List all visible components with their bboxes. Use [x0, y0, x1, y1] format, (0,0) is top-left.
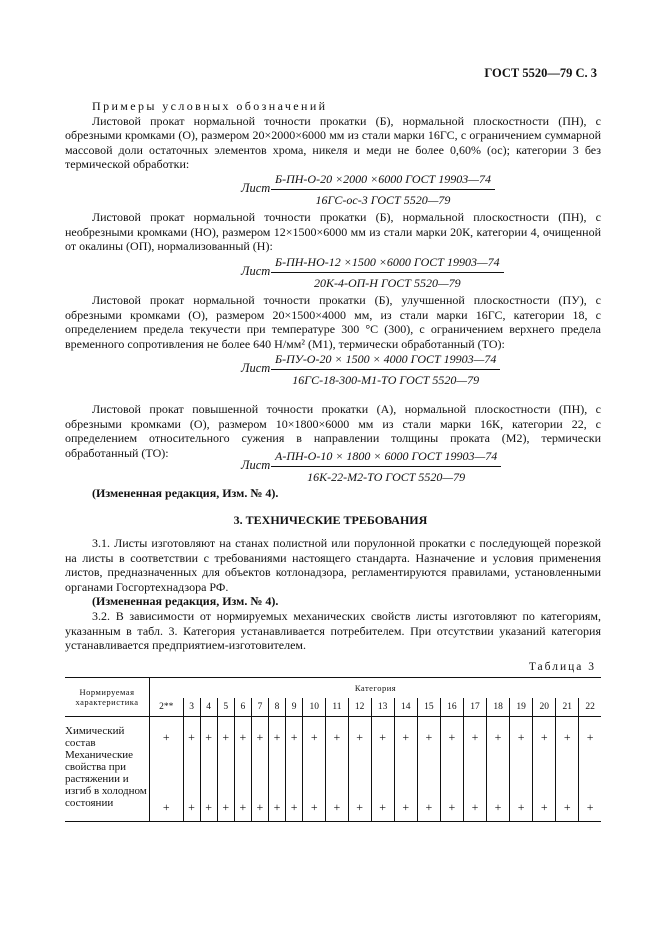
mechanical-mark-cell: +	[417, 749, 440, 822]
chemical-mark-cell: +	[326, 717, 348, 750]
formula-4-numerator: А-ПН-О-10 × 1800 × 6000 ГОСТ 19903—74	[271, 449, 501, 467]
category-header-cell: 16	[440, 698, 463, 717]
formula-4-label: Лист	[241, 458, 271, 472]
category-header-cell: 13	[371, 698, 394, 717]
category-header-cell: 15	[417, 698, 440, 717]
category-header-cell: 17	[463, 698, 486, 717]
category-header-cell: 19	[510, 698, 533, 717]
chemical-mark-cell: +	[348, 717, 371, 750]
mechanical-mark-cell: +	[487, 749, 510, 822]
amendment-note-1: (Измененная редакция, Изм. № 4).	[92, 486, 279, 500]
category-header-cell: 20	[533, 698, 556, 717]
mechanical-mark-cell: +	[286, 749, 303, 822]
formula-2-label: Лист	[241, 264, 271, 278]
formula-2-fraction	[271, 255, 504, 290]
category-header-cell: 10	[303, 698, 326, 717]
mechanical-mark-cell: +	[326, 749, 348, 822]
mechanical-mark-cell: +	[200, 749, 217, 822]
formula-2	[0, 255, 661, 289]
paragraph-3-2: 3.2. В зависимости от нормируемых механических свойств листы изготовляют по категориям, указанным в табл. 3. Категория устанавливается потребителем. При отсутствии указаний категория устанавливается предприятием-изготовителем.	[65, 608, 601, 653]
examples-heading: Примеры условных обозначений	[92, 99, 328, 113]
mechanical-mark-cell: +	[556, 749, 579, 822]
chemical-mark-cell: +	[579, 717, 601, 750]
category-header-cell: 12	[348, 698, 371, 717]
chemical-mark-cell: +	[150, 717, 184, 750]
mechanical-mark-cell: +	[463, 749, 486, 822]
formula-1-numerator: Б-ПН-О-20 ×2000 ×6000 ГОСТ 19903—74	[271, 172, 495, 190]
mechanical-mark-cell: +	[440, 749, 463, 822]
chemical-mark-cell: +	[183, 717, 200, 750]
mechanical-mark-cell: +	[183, 749, 200, 822]
chemical-mark-cell: +	[268, 717, 285, 750]
mechanical-mark-cell: +	[394, 749, 417, 822]
example-2-text: Листовой прокат нормальной точности прокатки (Б), нормальной плоскостности (ПН), с необрезными кромками (НО), размером 12×1500×6000 мм из стали марки 20К, категории 4, очищенной от окалины (ОП), нормализованный (Н):	[65, 210, 601, 254]
formula-4-fraction	[271, 449, 501, 484]
mechanical-mark-cell: +	[579, 749, 601, 822]
mechanical-mark-cell: +	[150, 749, 184, 822]
chemical-mark-cell: +	[371, 717, 394, 750]
paragraph-3-1: 3.1. Листы изготовляют на станах полистной или порулонной прокатки с последующей порезкой на листы в соответствии с требованиями настоящего стандарта. Назначение и условия применения листов, предназначенных для объектов котлонадзора, регламентируются правилами, установленными органами Госгортехнадзора РФ.	[65, 536, 601, 594]
header-category: Категория	[150, 678, 602, 699]
row-label-chemical: Химический состав	[65, 725, 125, 749]
formula-2-denominator: 20К-4-ОП-Н ГОСТ 5520—79	[313, 275, 461, 290]
category-header-cell: 11	[326, 698, 348, 717]
example-1-text: Листовой прокат нормальной точности прокатки (Б), нормальной плоскостности (ПН), с обрезными кромками (О), размером 20×2000×6000 мм из стали марки 16ГС, с ограничением суммарной массовой доли остаточных элементов хрома, никеля и меди не более 0,60% (ос); категории 3 без термической обработки:	[65, 113, 601, 172]
example-3-block	[65, 293, 601, 351]
chemical-mark-cell: +	[533, 717, 556, 750]
table-caption: Таблица 3	[528, 661, 596, 673]
mechanical-mark-cell: +	[533, 749, 556, 822]
category-header-cell: 5	[217, 698, 234, 717]
formula-1	[0, 172, 661, 206]
mechanical-mark-cell: +	[348, 749, 371, 822]
formula-4-denominator: 16К-22-М2-ТО ГОСТ 5520—79	[307, 469, 466, 484]
formula-3-denominator: 16ГС-18-300-М1-ТО ГОСТ 5520—79	[292, 372, 480, 387]
mechanical-mark-cell: +	[251, 749, 268, 822]
category-header-cell: 8	[268, 698, 285, 717]
section-3-body	[65, 536, 601, 653]
chemical-mark-cell: +	[303, 717, 326, 750]
category-header-cell: 22	[579, 698, 601, 717]
mechanical-mark-cell: +	[268, 749, 285, 822]
category-header-cell: 6	[234, 698, 251, 717]
chemical-mark-cell: +	[234, 717, 251, 750]
formula-1-label: Лист	[241, 181, 271, 195]
category-header-cell: 21	[556, 698, 579, 717]
examples-block	[65, 99, 601, 172]
row-label-mechanical: Механические свойства при растяжении и изгиб в холодном состоянии	[65, 749, 147, 809]
category-header-cell: 3	[183, 698, 200, 717]
page-header: ГОСТ 5520—79 С. 3	[484, 66, 597, 80]
chemical-mark-cell: +	[463, 717, 486, 750]
chemical-mark-cell: +	[440, 717, 463, 750]
chemical-mark-cell: +	[556, 717, 579, 750]
mechanical-mark-cell: +	[217, 749, 234, 822]
amendment-note-2: (Измененная редакция, Изм. № 4).	[92, 594, 279, 609]
amendment-1-block	[65, 486, 601, 501]
category-header-cell: 2**	[150, 698, 184, 717]
example-4-text: Листовой прокат повышенной точности прокатки (А), нормальной плоскостности (ПН), с обрезными кромками (О), размером 10×1800×6000 мм из стали марки 16К, категории 22, с определением относительного сужения в направлении толщины проката (М2), термически обработанный (ТО):	[65, 402, 601, 460]
category-header-cell: 18	[487, 698, 510, 717]
chemical-mark-cell: +	[487, 717, 510, 750]
category-header-cell: 4	[200, 698, 217, 717]
header-characteristic: Нормируемая характеристика	[65, 678, 150, 717]
formula-1-fraction	[271, 172, 495, 207]
formula-1-denominator: 16ГС-ос-3 ГОСТ 5520—79	[315, 192, 451, 207]
example-3-text: Листовой прокат нормальной точности прокатки (Б), улучшенной плоскостности (ПУ), с обрезными кромками (О), размером 20×1500×4000 мм, из стали марки 16ГС, категории 18, с определением предела текучести при температуре 300 °С (300), с ограничением верхнего предела временного сопротивления не более 640 Н/мм² (М1), термически обработанный (ТО):	[65, 293, 601, 351]
category-header-cell: 14	[394, 698, 417, 717]
formula-3	[0, 352, 661, 386]
formula-4	[0, 449, 661, 483]
mechanical-mark-cell: +	[303, 749, 326, 822]
mechanical-mark-cell: +	[234, 749, 251, 822]
category-table	[65, 677, 601, 822]
chemical-mark-cell: +	[217, 717, 234, 750]
formula-3-fraction	[271, 352, 500, 387]
chemical-mark-cell: +	[251, 717, 268, 750]
section-title: 3. ТЕХНИЧЕСКИЕ ТРЕБОВАНИЯ	[233, 513, 428, 527]
formula-3-numerator: Б-ПУ-О-20 × 1500 × 4000 ГОСТ 19903—74	[271, 352, 500, 370]
category-header-cell: 7	[251, 698, 268, 717]
chemical-mark-cell: +	[394, 717, 417, 750]
mechanical-mark-cell: +	[510, 749, 533, 822]
formula-3-label: Лист	[241, 361, 271, 375]
chemical-mark-cell: +	[417, 717, 440, 750]
mechanical-mark-cell: +	[371, 749, 394, 822]
chemical-mark-cell: +	[200, 717, 217, 750]
chemical-mark-cell: +	[510, 717, 533, 750]
chemical-mark-cell: +	[286, 717, 303, 750]
formula-2-numerator: Б-ПН-НО-12 ×1500 ×6000 ГОСТ 19903—74	[271, 255, 504, 273]
example-2-block	[65, 210, 601, 254]
category-header-cell: 9	[286, 698, 303, 717]
